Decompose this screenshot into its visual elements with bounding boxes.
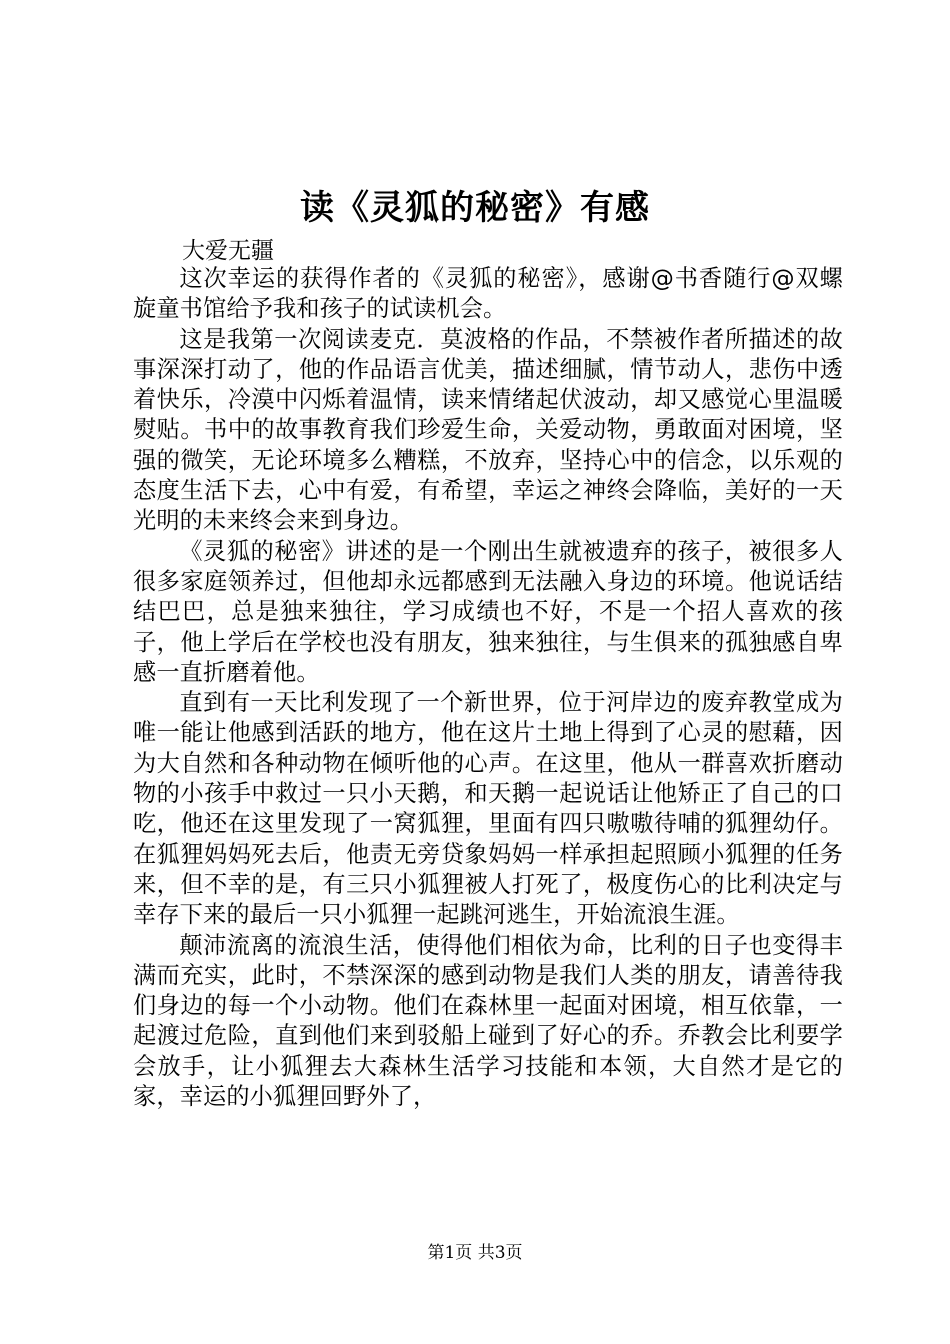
page-footer: 第1页 共3页 — [427, 1243, 523, 1263]
document-title: 读《灵狐的秘密》有感 — [300, 188, 650, 228]
paragraph: 颠沛流离的流浪生活，使得他们相依为命，比利的日子也变得丰满而充实，此时，不禁深深的感到动物是我们人类的朋友，请善待我们身边的每一个小动物。他们在森林里一起面对困境，相互依靠，一起渡过危险，直到他们来到驳船上碰到了好心的乔。乔教会比利要学会放手，让小狐狸去大森林生活学习技能和本领，大自然才是它的家，幸运的小狐狸回野外了， — [133, 931, 843, 1111]
paragraph: 这是我第一次阅读麦克．莫波格的作品，不禁被作者所描述的故事深深打动了，他的作品语言优美，描述细腻，情节动人，悲伤中透着快乐，冷漠中闪烁着温情，读来情绪起伏波动，却又感觉心里温暖熨贴。书中的故事教育我们珍爱生命，关爱动物，勇敢面对困境，坚强的微笑，无论环境多么糟糕，不放弃，坚持心中的信念，以乐观的态度生活下去，心中有爱，有希望，幸运之神终会降临，美好的一天光明的未来终会来到身边。 — [133, 325, 843, 535]
paragraph: 这次幸运的获得作者的《灵狐的秘密》，感谢@书香随行@双螺旋童书馆给予我和孩子的试读机会。 — [133, 265, 843, 323]
paragraph: 直到有一天比利发现了一个新世界，位于河岸边的废弃教堂成为唯一能让他感到活跃的地方，他在这片土地上得到了心灵的慰藉，因为大自然和各种动物在倾听他的心声。在这里，他从一群喜欢折磨动物的小孩手中救过一只小天鹅，和天鹅一起说话让他矫正了自己的口吃，他还在这里发现了一窝狐狸，里面有四只嗷嗷待哺的狐狸幼仔。在狐狸妈妈死去后，他责无旁贷象妈妈一样承担起照顾小狐狸的任务来，但不幸的是，有三只小狐狸被人打死了，极度伤心的比利决定与幸存下来的最后一只小狐狸一起跳河逃生，开始流浪生涯。 — [133, 689, 843, 929]
paragraph: 《灵狐的秘密》讲述的是一个刚出生就被遗弃的孩子，被很多人很多家庭领养过，但他却永远都感到无法融入身边的环境。他说话结结巴巴，总是独来独往，学习成绩也不好，不是一个招人喜欢的孩子，他上学后在学校也没有朋友，独来独往，与生俱来的孤独感自卑感一直折磨着他。 — [133, 537, 843, 686]
article-body — [133, 264, 843, 1112]
author-name: 大爱无疆 — [182, 238, 274, 264]
